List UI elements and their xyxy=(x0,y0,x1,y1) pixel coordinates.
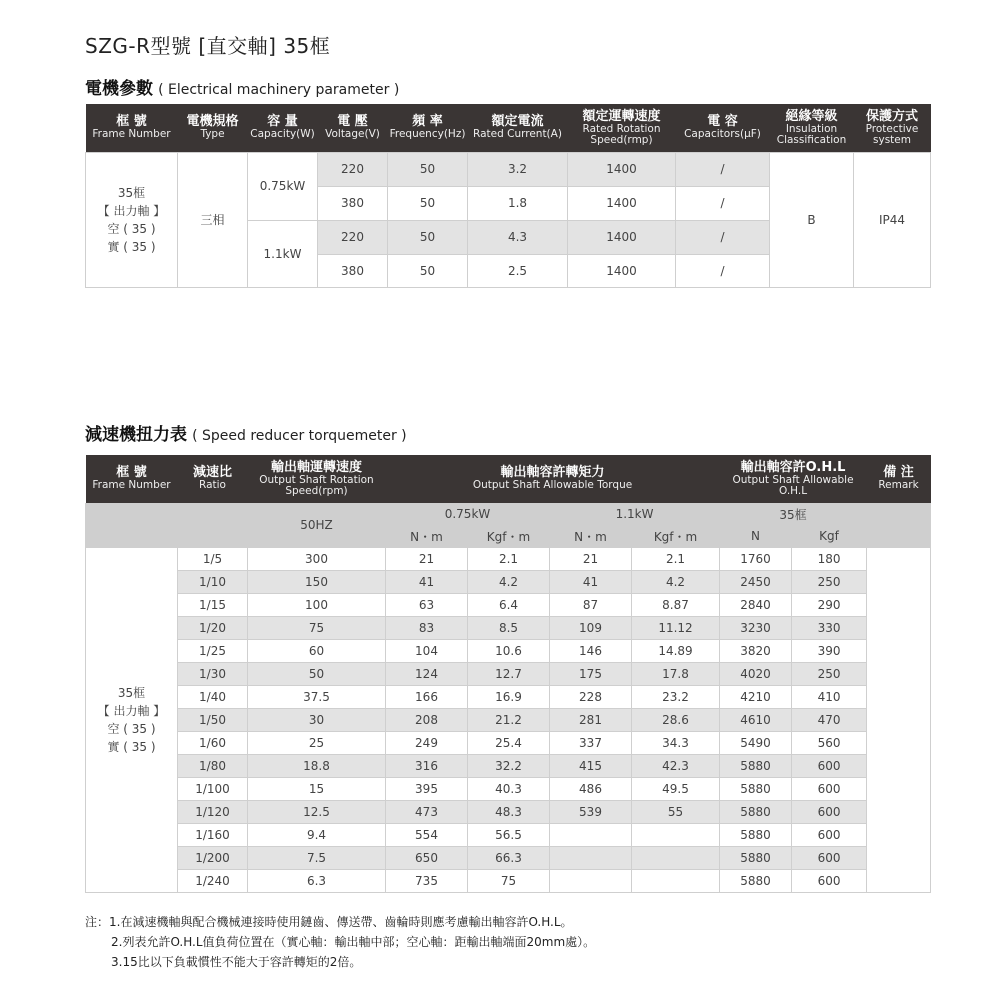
torque-nm-cell: 124 xyxy=(386,662,468,685)
voltage-cell: 220 xyxy=(318,152,388,186)
capacity-cell: 0.75kW xyxy=(248,152,318,220)
speed-cell: 1400 xyxy=(568,186,676,220)
ratio-cell: 1/160 xyxy=(178,823,248,846)
section-en: ( Speed reducer torquemeter ) xyxy=(192,428,407,444)
ohl-kgf-cell: 330 xyxy=(792,616,867,639)
ratio-cell: 1/200 xyxy=(178,846,248,869)
ohl-n-cell: 3820 xyxy=(720,639,792,662)
torque-nm-cell: 249 xyxy=(386,731,468,754)
frame-cell xyxy=(86,547,178,892)
col-frame: 框 號 Frame Number xyxy=(86,104,178,152)
note-1: 注：1.在減速機軸與配合機械連接時使用鏈齒、傳送帶、齒輪時則應考慮輸出軸容許O.H.L。 xyxy=(85,915,573,929)
ohl-kgf-cell: 390 xyxy=(792,639,867,662)
torque-nm-cell: 41 xyxy=(550,570,632,593)
frame-label: 空 ( 35 ) xyxy=(107,721,156,736)
ratio-cell: 1/50 xyxy=(178,708,248,731)
ratio-cell: 1/20 xyxy=(178,616,248,639)
ohl-n-cell: 5880 xyxy=(720,754,792,777)
torque-nm-cell: 415 xyxy=(550,754,632,777)
torque-kgf-cell: 6.4 xyxy=(468,593,550,616)
ohl-kgf-cell: 290 xyxy=(792,593,867,616)
section-zh: 減速機扭力表 xyxy=(85,425,187,445)
ohl-n-cell: 5880 xyxy=(720,777,792,800)
table-row xyxy=(86,685,931,708)
ohl-n-cell: 4210 xyxy=(720,685,792,708)
col-remark: 備 注 Remark xyxy=(867,455,931,503)
torque-nm-cell: 87 xyxy=(550,593,632,616)
torque-nm-cell: 735 xyxy=(386,869,468,892)
torque-kgf-cell: 48.3 xyxy=(468,800,550,823)
torque-kgf-cell: 11.12 xyxy=(632,616,720,639)
speed-cell: 1400 xyxy=(568,152,676,186)
ohl-kgf-cell: 600 xyxy=(792,800,867,823)
remark-subheader xyxy=(867,503,931,547)
ohl-kgf-cell: 560 xyxy=(792,731,867,754)
frame-cell: 35框 【 出力軸 】 空 ( 35 ) 實 ( 35 ) xyxy=(86,152,178,287)
section-electrical-title xyxy=(85,74,399,99)
ratio-subheader xyxy=(178,503,248,547)
unit-cell: N xyxy=(720,525,792,547)
col-protection: 保護方式 Protective system xyxy=(854,104,931,152)
ohl-kgf-cell: 600 xyxy=(792,869,867,892)
torque-nm-cell: 104 xyxy=(386,639,468,662)
torque-kgf-cell: 28.6 xyxy=(632,708,720,731)
table-row xyxy=(86,152,931,186)
speed-cell: 60 xyxy=(248,639,386,662)
frequency-cell: 50 xyxy=(388,152,468,186)
frequency-cell: 50 xyxy=(388,220,468,254)
ratio-cell: 1/30 xyxy=(178,662,248,685)
torque-kgf-cell: 14.89 xyxy=(632,639,720,662)
table-row xyxy=(86,869,931,892)
ratio-cell: 1/10 xyxy=(178,570,248,593)
torque-table xyxy=(85,455,931,893)
type-cell: 三相 xyxy=(178,152,248,287)
frequency-cell: 50 xyxy=(388,254,468,287)
torque-kgf-cell: 56.5 xyxy=(468,823,550,846)
page-title: SZG-R型號 [直交軸] 35框 xyxy=(85,34,331,58)
section-en: ( Electrical machinery parameter ) xyxy=(158,82,400,98)
ratio-cell: 1/120 xyxy=(178,800,248,823)
speed-cell: 37.5 xyxy=(248,685,386,708)
table-row xyxy=(86,570,931,593)
footnotes xyxy=(85,912,595,972)
torque-nm-cell: 650 xyxy=(386,846,468,869)
torque-kgf-cell: 17.8 xyxy=(632,662,720,685)
section-torque-title xyxy=(85,420,407,445)
frame-label: 35框 xyxy=(117,685,146,700)
torque-kgf-cell: 40.3 xyxy=(468,777,550,800)
col-type: 電機規格 Type xyxy=(178,104,248,152)
speed-cell: 7.5 xyxy=(248,846,386,869)
ratio-cell: 1/5 xyxy=(178,547,248,570)
torque-kgf-cell: 23.2 xyxy=(632,685,720,708)
torque-header-row xyxy=(86,455,931,503)
torque-nm-cell: 166 xyxy=(386,685,468,708)
torque-body xyxy=(86,547,931,892)
unit-cell: N・m xyxy=(386,525,468,547)
table-row xyxy=(86,823,931,846)
ohl-n-cell: 5880 xyxy=(720,869,792,892)
capacitor-cell: / xyxy=(676,152,770,186)
table-row xyxy=(86,639,931,662)
ratio-cell: 1/100 xyxy=(178,777,248,800)
ohl-n-cell: 2450 xyxy=(720,570,792,593)
col-speed: 額定運轉速度 Rated Rotation Speed(rmp) xyxy=(568,104,676,152)
ohl-kgf-cell: 410 xyxy=(792,685,867,708)
torque-kgf-cell: 8.5 xyxy=(468,616,550,639)
remark-cell xyxy=(867,547,931,892)
torque-kgf-cell: 75 xyxy=(468,869,550,892)
col-insulation: 絕緣等級 Insulation Classification xyxy=(770,104,854,152)
voltage-cell: 380 xyxy=(318,186,388,220)
torque-kgf-cell xyxy=(632,846,720,869)
ohl-kgf-cell: 470 xyxy=(792,708,867,731)
speed-cell: 75 xyxy=(248,616,386,639)
freq-subheader: 50HZ xyxy=(248,503,386,547)
ohl-n-cell: 1760 xyxy=(720,547,792,570)
torque-kgf-cell xyxy=(632,823,720,846)
torque-kgf-cell: 4.2 xyxy=(632,570,720,593)
table-row xyxy=(86,593,931,616)
torque-kgf-cell: 66.3 xyxy=(468,846,550,869)
torque-nm-cell xyxy=(550,869,632,892)
frequency-cell: 50 xyxy=(388,186,468,220)
cap1-subheader: 0.75kW xyxy=(386,503,550,525)
torque-nm-cell: 473 xyxy=(386,800,468,823)
torque-nm-cell xyxy=(550,846,632,869)
ohl-n-cell: 5880 xyxy=(720,800,792,823)
speed-cell: 300 xyxy=(248,547,386,570)
table-row xyxy=(86,754,931,777)
ratio-cell: 1/40 xyxy=(178,685,248,708)
current-cell: 2.5 xyxy=(468,254,568,287)
torque-kgf-cell: 21.2 xyxy=(468,708,550,731)
torque-kgf-cell: 12.7 xyxy=(468,662,550,685)
unit-cell: N・m xyxy=(550,525,632,547)
col-voltage: 電 壓 Voltage(V) xyxy=(318,104,388,152)
unit-cell: Kgf・m xyxy=(468,525,550,547)
insulation-cell: B xyxy=(770,152,854,287)
ohl-n-cell: 5880 xyxy=(720,823,792,846)
torque-nm-cell: 63 xyxy=(386,593,468,616)
current-cell: 3.2 xyxy=(468,152,568,186)
ohl-kgf-cell: 180 xyxy=(792,547,867,570)
unit-cell: Kgf・m xyxy=(632,525,720,547)
speed-cell: 1400 xyxy=(568,254,676,287)
speed-cell: 25 xyxy=(248,731,386,754)
torque-nm-cell: 539 xyxy=(550,800,632,823)
voltage-cell: 220 xyxy=(318,220,388,254)
speed-cell: 150 xyxy=(248,570,386,593)
torque-kgf-cell: 2.1 xyxy=(468,547,550,570)
ohl-kgf-cell: 600 xyxy=(792,777,867,800)
col-allowable-torque: 輸出軸容許轉矩力 Output Shaft Allowable Torque xyxy=(386,455,720,503)
torque-kgf-cell: 8.87 xyxy=(632,593,720,616)
torque-nm-cell: 208 xyxy=(386,708,468,731)
ohl-n-cell: 5880 xyxy=(720,846,792,869)
torque-nm-cell: 21 xyxy=(386,547,468,570)
ohl-n-cell: 3230 xyxy=(720,616,792,639)
speed-cell: 12.5 xyxy=(248,800,386,823)
torque-kgf-cell: 34.3 xyxy=(632,731,720,754)
ratio-cell: 1/15 xyxy=(178,593,248,616)
torque-nm-cell: 83 xyxy=(386,616,468,639)
table-row xyxy=(86,731,931,754)
torque-nm-cell: 316 xyxy=(386,754,468,777)
col-capacity: 容 量 Capacity(W) xyxy=(248,104,318,152)
speed-cell: 50 xyxy=(248,662,386,685)
torque-nm-cell: 281 xyxy=(550,708,632,731)
speed-cell: 1400 xyxy=(568,220,676,254)
protection-cell: IP44 xyxy=(854,152,931,287)
ohl-n-cell: 2840 xyxy=(720,593,792,616)
ohl-kgf-cell: 250 xyxy=(792,570,867,593)
table-row xyxy=(86,662,931,685)
speed-cell: 18.8 xyxy=(248,754,386,777)
col-output-speed: 輸出軸運轉速度 Output Shaft Rotation Speed(rpm) xyxy=(248,455,386,503)
ohl-kgf-cell: 600 xyxy=(792,754,867,777)
torque-nm-cell: 109 xyxy=(550,616,632,639)
torque-nm-cell: 395 xyxy=(386,777,468,800)
col-ohl: 輸出軸容許O.H.L Output Shaft Allowable O.H.L xyxy=(720,455,867,503)
table-row xyxy=(86,846,931,869)
col-ratio: 減速比 Ratio xyxy=(178,455,248,503)
torque-nm-cell: 146 xyxy=(550,639,632,662)
ohl-kgf-cell: 250 xyxy=(792,662,867,685)
ohl-frame-subheader: 35框 xyxy=(720,503,867,525)
torque-kgf-cell xyxy=(632,869,720,892)
speed-cell: 15 xyxy=(248,777,386,800)
torque-nm-cell: 554 xyxy=(386,823,468,846)
frame-label: 實 ( 35 ) xyxy=(107,739,156,754)
torque-kgf-cell: 4.2 xyxy=(468,570,550,593)
torque-nm-cell: 41 xyxy=(386,570,468,593)
torque-nm-cell: 175 xyxy=(550,662,632,685)
ratio-cell: 1/240 xyxy=(178,869,248,892)
torque-kgf-cell: 25.4 xyxy=(468,731,550,754)
capacitor-cell: / xyxy=(676,254,770,287)
frame-subheader xyxy=(86,503,178,547)
section-zh: 電機參數 xyxy=(85,79,153,99)
table-row xyxy=(86,800,931,823)
table-row xyxy=(86,777,931,800)
voltage-cell: 380 xyxy=(318,254,388,287)
torque-kgf-cell: 10.6 xyxy=(468,639,550,662)
capacitor-cell: / xyxy=(676,186,770,220)
torque-kgf-cell: 2.1 xyxy=(632,547,720,570)
speed-cell: 100 xyxy=(248,593,386,616)
speed-cell: 6.3 xyxy=(248,869,386,892)
speed-cell: 9.4 xyxy=(248,823,386,846)
ohl-n-cell: 4020 xyxy=(720,662,792,685)
current-cell: 4.3 xyxy=(468,220,568,254)
ohl-kgf-cell: 600 xyxy=(792,823,867,846)
torque-kgf-cell: 55 xyxy=(632,800,720,823)
torque-nm-cell: 228 xyxy=(550,685,632,708)
frame-label: 【 出力軸 】 xyxy=(97,703,166,718)
speed-cell: 30 xyxy=(248,708,386,731)
table-row xyxy=(86,708,931,731)
ratio-cell: 1/60 xyxy=(178,731,248,754)
note-3: 3.15比以下負載慣性不能大于容許轉矩的2倍。 xyxy=(111,955,362,969)
torque-kgf-cell: 32.2 xyxy=(468,754,550,777)
unit-cell: Kgf xyxy=(792,525,867,547)
electrical-header-row xyxy=(86,104,931,152)
ohl-n-cell: 4610 xyxy=(720,708,792,731)
subheader-row xyxy=(86,503,931,525)
col-frequency: 頻 率 Frequency(Hz) xyxy=(388,104,468,152)
torque-nm-cell xyxy=(550,823,632,846)
col-capacitor: 電 容 Capacitors(μF) xyxy=(676,104,770,152)
ohl-kgf-cell: 600 xyxy=(792,846,867,869)
torque-kgf-cell: 49.5 xyxy=(632,777,720,800)
torque-kgf-cell: 42.3 xyxy=(632,754,720,777)
torque-nm-cell: 486 xyxy=(550,777,632,800)
ohl-n-cell: 5490 xyxy=(720,731,792,754)
col-frame: 框 號 Frame Number xyxy=(86,455,178,503)
electrical-table xyxy=(85,104,931,288)
torque-nm-cell: 21 xyxy=(550,547,632,570)
table-row xyxy=(86,616,931,639)
table-row xyxy=(86,547,931,570)
capacity-cell: 1.1kW xyxy=(248,220,318,287)
note-2: 2.列表允許O.H.L值負荷位置在（實心軸：輸出軸中部；空心軸：距輸出軸端面20mm處）。 xyxy=(111,935,596,949)
current-cell: 1.8 xyxy=(468,186,568,220)
ratio-cell: 1/25 xyxy=(178,639,248,662)
torque-kgf-cell: 16.9 xyxy=(468,685,550,708)
torque-nm-cell: 337 xyxy=(550,731,632,754)
cap2-subheader: 1.1kW xyxy=(550,503,720,525)
ratio-cell: 1/80 xyxy=(178,754,248,777)
capacitor-cell: / xyxy=(676,220,770,254)
col-current: 額定電流 Rated Current(A) xyxy=(468,104,568,152)
